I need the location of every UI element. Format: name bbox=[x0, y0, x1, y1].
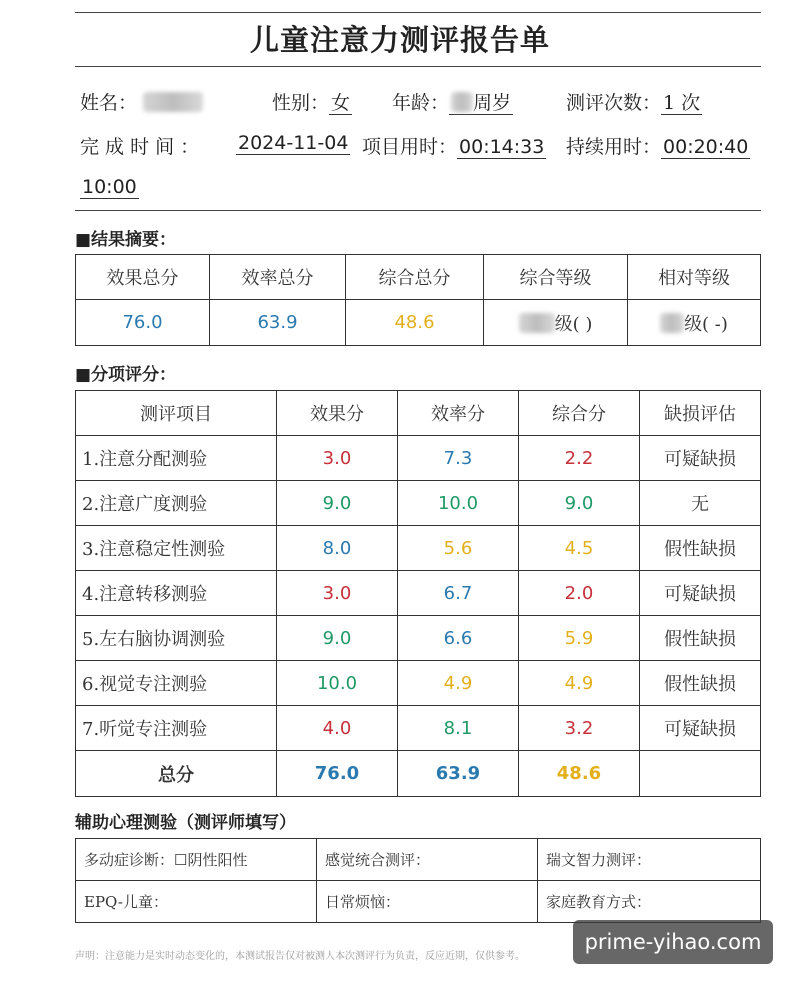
item-effect: 8.0 bbox=[277, 526, 398, 571]
summary-header: 综合总分 bbox=[346, 255, 484, 300]
gender-field: 性别： 女 bbox=[272, 92, 351, 114]
level-redacted bbox=[519, 313, 555, 333]
table-row bbox=[76, 526, 761, 571]
relative-level: 级( -) bbox=[628, 300, 761, 346]
name-field: 姓名： bbox=[80, 88, 203, 115]
title-rule bbox=[75, 66, 761, 67]
table-row bbox=[76, 661, 761, 706]
item-efficiency: 6.7 bbox=[398, 571, 519, 616]
summary-header: 综合等级 bbox=[484, 255, 628, 300]
daily-worry-field: 日常烦恼： bbox=[317, 881, 538, 923]
item-assessment: 假性缺损 bbox=[640, 616, 761, 661]
disclaimer: 声明：注意能力是实时动态变化的，本测试报告仅对被测人本次测评行为负责，反应近期，仅供参考。 bbox=[75, 951, 525, 962]
item-efficiency: 4.9 bbox=[398, 661, 519, 706]
total-effect: 76.0 bbox=[277, 751, 398, 797]
table-row bbox=[76, 481, 761, 526]
total-row bbox=[76, 751, 761, 797]
item-efficiency: 6.6 bbox=[398, 616, 519, 661]
item-overall: 2.2 bbox=[519, 436, 640, 481]
watermark: prime-yihao.com bbox=[573, 920, 773, 964]
report-title: 儿童注意力测评报告单 bbox=[249, 23, 550, 57]
relative-level-redacted bbox=[660, 313, 684, 333]
epq-field: EPQ-儿童： bbox=[76, 881, 317, 923]
item-assessment: 无 bbox=[640, 481, 761, 526]
total-efficiency: 63.9 bbox=[398, 751, 519, 797]
item-assessment: 可疑缺损 bbox=[640, 571, 761, 616]
item-overall: 5.9 bbox=[519, 616, 640, 661]
total-time-value: 00:20:40 bbox=[663, 136, 749, 158]
item-overall: 9.0 bbox=[519, 481, 640, 526]
item-effect: 9.0 bbox=[277, 616, 398, 661]
item-efficiency: 8.1 bbox=[398, 706, 519, 751]
raven-field: 瑞文智力测评： bbox=[538, 839, 761, 881]
test-count-field: 测评次数： 1 次 bbox=[566, 92, 701, 114]
item-time-field: 项目用时： 00:14:33 bbox=[362, 136, 545, 158]
summary-header: 效率总分 bbox=[210, 255, 346, 300]
item-overall: 2.0 bbox=[519, 571, 640, 616]
total-overall: 48.6 bbox=[519, 751, 640, 797]
item-time-value: 00:14:33 bbox=[459, 136, 545, 158]
item-name: 7.听觉专注测验 bbox=[76, 706, 277, 751]
item-overall: 4.5 bbox=[519, 526, 640, 571]
age-value: 周岁 bbox=[473, 92, 512, 114]
table-row bbox=[76, 571, 761, 616]
item-effect: 3.0 bbox=[277, 436, 398, 481]
item-assessment: 可疑缺损 bbox=[640, 436, 761, 481]
item-effect: 9.0 bbox=[277, 481, 398, 526]
summary-header: 效果总分 bbox=[76, 255, 210, 300]
total-label: 总分 bbox=[76, 751, 277, 797]
item-name: 4.注意转移测验 bbox=[76, 571, 277, 616]
item-name: 3.注意稳定性测验 bbox=[76, 526, 277, 571]
overall-total: 48.6 bbox=[346, 300, 484, 346]
finish-time-label: 完 成 时 间 ： bbox=[80, 136, 200, 158]
item-name: 1.注意分配测验 bbox=[76, 436, 277, 481]
item-efficiency: 5.6 bbox=[398, 526, 519, 571]
test-count-value: 1 次 bbox=[663, 92, 701, 114]
total-assessment-empty bbox=[640, 751, 761, 797]
items-header: 效果分 bbox=[277, 391, 398, 436]
table-row bbox=[76, 436, 761, 481]
item-overall: 4.9 bbox=[519, 661, 640, 706]
items-header: 效率分 bbox=[398, 391, 519, 436]
item-effect: 10.0 bbox=[277, 661, 398, 706]
gender-value: 女 bbox=[331, 92, 351, 114]
items-heading: ■分项评分： bbox=[75, 365, 177, 385]
info-rule bbox=[75, 210, 761, 211]
items-table bbox=[75, 390, 761, 797]
age-redacted bbox=[451, 92, 473, 112]
aux-table bbox=[75, 838, 761, 923]
name-redacted bbox=[143, 92, 203, 112]
item-overall: 3.2 bbox=[519, 706, 640, 751]
item-assessment: 可疑缺损 bbox=[640, 706, 761, 751]
items-header: 综合分 bbox=[519, 391, 640, 436]
item-name: 6.视觉专注测验 bbox=[76, 661, 277, 706]
overall-level: 级( ) bbox=[484, 300, 628, 346]
adhd-field: 多动症诊断：☐阴性阳性 bbox=[76, 839, 317, 881]
finish-clock-value: 10:00 bbox=[82, 176, 137, 198]
aux-heading: 辅助心理测验（测评师填写） bbox=[75, 813, 296, 833]
top-rule bbox=[75, 12, 761, 13]
items-header: 缺损评估 bbox=[640, 391, 761, 436]
item-efficiency: 7.3 bbox=[398, 436, 519, 481]
table-row bbox=[76, 706, 761, 751]
total-time-field: 持续用时： 00:20:40 bbox=[566, 136, 749, 158]
efficiency-total: 63.9 bbox=[210, 300, 346, 346]
finish-date-value: 2024-11-04 bbox=[238, 132, 349, 154]
items-header: 测评项目 bbox=[76, 391, 277, 436]
item-effect: 3.0 bbox=[277, 571, 398, 616]
table-row bbox=[76, 616, 761, 661]
effect-total: 76.0 bbox=[76, 300, 210, 346]
sensory-field: 感觉统合测评： bbox=[317, 839, 538, 881]
item-assessment: 假性缺损 bbox=[640, 526, 761, 571]
item-efficiency: 10.0 bbox=[398, 481, 519, 526]
item-effect: 4.0 bbox=[277, 706, 398, 751]
summary-header: 相对等级 bbox=[628, 255, 761, 300]
family-education-field: 家庭教育方式： bbox=[538, 881, 761, 923]
item-name: 5.左右脑协调测验 bbox=[76, 616, 277, 661]
summary-heading: ■结果摘要： bbox=[75, 230, 177, 250]
age-field: 年龄： 周岁 bbox=[392, 92, 512, 114]
item-name: 2.注意广度测验 bbox=[76, 481, 277, 526]
summary-table bbox=[75, 254, 761, 346]
item-assessment: 假性缺损 bbox=[640, 661, 761, 706]
